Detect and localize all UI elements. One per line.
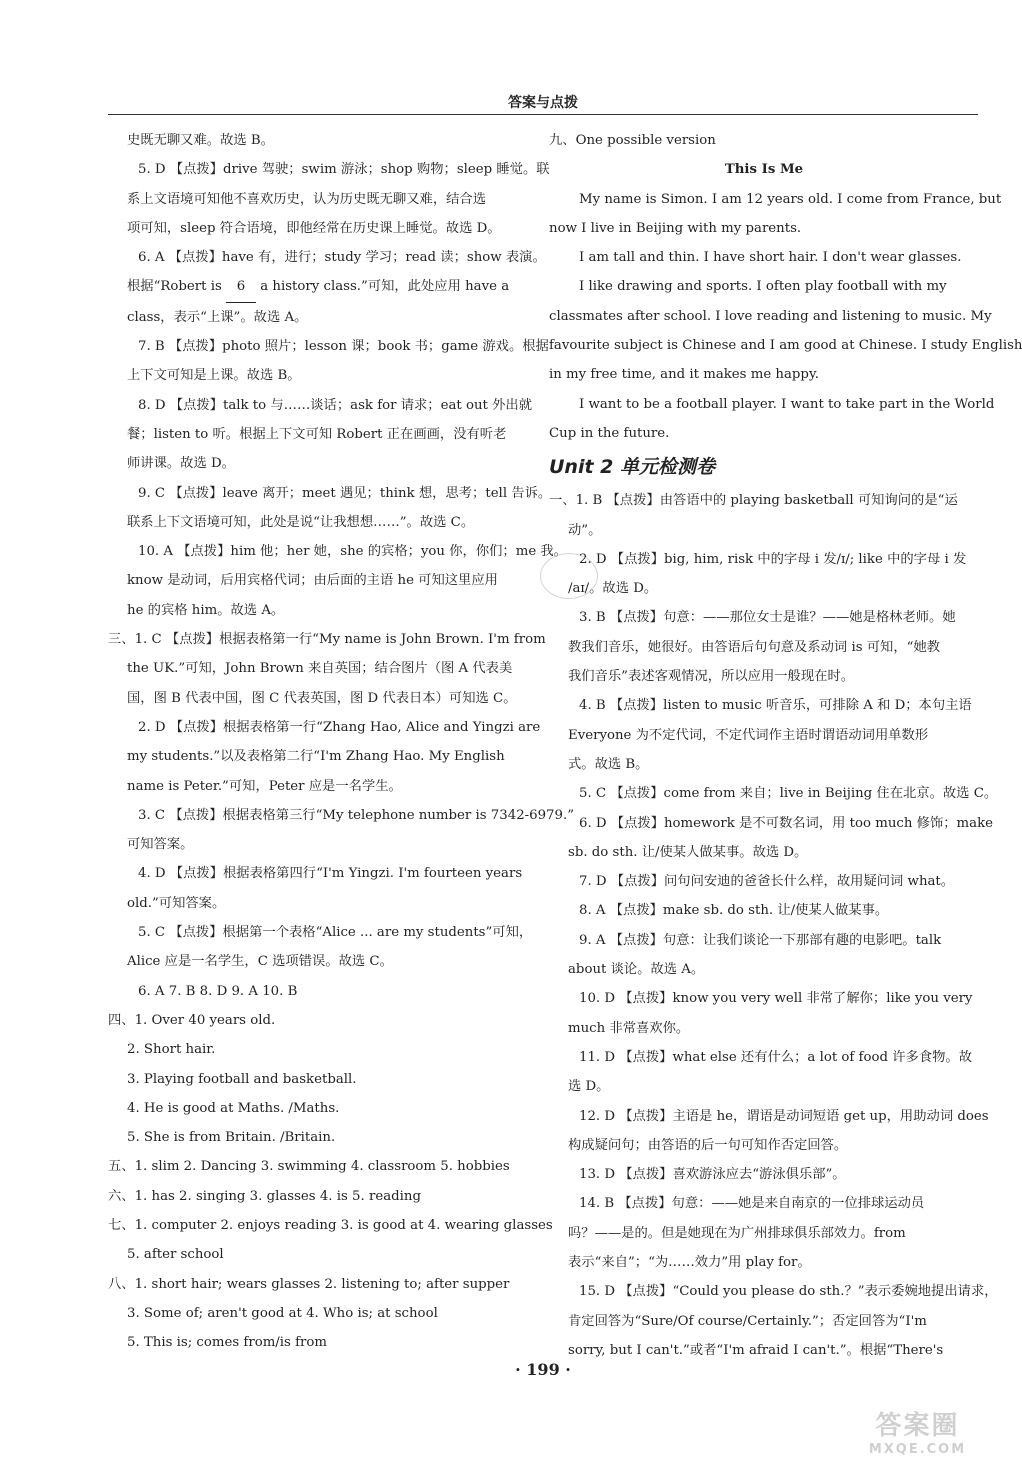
right-line: This Is Me xyxy=(724,162,804,178)
right-line: 5. C 【点拨】come from 来自；live in Beijing 住在北京。故选 C。 xyxy=(579,786,998,802)
left-line: 5. after school xyxy=(127,1247,224,1263)
right-line: 9. A 【点拨】句意：让我们谈论一下那部有趣的电影吧。talk xyxy=(579,932,942,948)
left-line: 八、1. short hair; wears glasses 2. listening to; after supper xyxy=(108,1276,510,1292)
watermark-title: 答案圈 xyxy=(875,1411,960,1441)
left-line xyxy=(108,272,526,302)
page-header: 答案与点拨 xyxy=(508,95,578,111)
left-line: 9. C 【点拨】leave 离开；meet 遇见；think 想，思考；tell 告诉。 xyxy=(138,485,552,501)
answer-blank: 6 xyxy=(226,272,256,302)
right-line: 我们音乐”表述客观情况，所以应用一般现在时。 xyxy=(568,669,855,685)
left-line: 2. D 【点拨】根据表格第一行“Zhang Hao, Alice and Yingzi are xyxy=(138,719,541,735)
right-line: classmates after school. I love reading and listening to music. My xyxy=(549,308,992,324)
left-line: the UK.”可知，John Brown 来自英国；结合图片（图 A 代表美 xyxy=(127,661,513,677)
left-line: 餐；listen to 听。根据上下文可知 Robert 正在画画，没有听老 xyxy=(127,426,507,442)
left-column xyxy=(108,126,575,1357)
left-line: 上下文可知是上课。故选 B。 xyxy=(127,368,301,384)
right-line: 15. D 【点拨】“Could you please do sth.？”表示委婉地提出请求， xyxy=(579,1284,998,1300)
right-line: 10. D 【点拨】know you very well 非常了解你；like you very xyxy=(579,991,973,1007)
left-line: Alice 应是一名学生，C 选项错误。故选 C。 xyxy=(127,954,393,970)
watermark-url: MXQE.COM xyxy=(868,1442,967,1457)
line-prefix: 根据“Robert is xyxy=(127,279,227,295)
left-line: 5. C 【点拨】根据第一个表格“Alice ... are my students”可知， xyxy=(138,925,533,941)
right-line: much 非常喜欢你。 xyxy=(568,1020,690,1036)
left-line: 项可知，sleep 符合语境，即他经常在历史课上睡觉。故选 D。 xyxy=(127,220,501,236)
left-line: 四、1. Over 40 years old. xyxy=(108,1012,276,1028)
right-line: now I live in Beijing with my parents. xyxy=(549,220,802,236)
left-line: 联系上下文语境可知，此处是说“让我想想……”。故选 C。 xyxy=(127,514,475,530)
left-line: 4. He is good at Maths. /Maths. xyxy=(127,1100,340,1116)
left-line: 三、1. C 【点拨】根据表格第一行“My name is John Brown. I'm from xyxy=(108,632,546,648)
left-line: 五、1. slim 2. Dancing 3. swimming 4. classroom 5. hobbies xyxy=(108,1159,510,1175)
right-line: in my free time, and it makes me happy. xyxy=(549,367,819,383)
right-line: 3. B 【点拨】句意：——那位女士是谁？——她是格林老师。她 xyxy=(579,610,956,626)
right-line: /aɪ/。故选 D。 xyxy=(568,581,658,597)
right-line: Cup in the future. xyxy=(549,425,670,441)
left-line: 3. Some of; aren't good at 4. Who is; at school xyxy=(127,1305,438,1321)
right-line: 7. D 【点拨】问句问安迪的爸爸长什么样，故用疑问词 what。 xyxy=(579,874,955,890)
left-line: class，表示“上课”。故选 A。 xyxy=(127,309,308,325)
left-line: 8. D 【点拨】talk to 与……谈话；ask for 请求；eat out 外出就 xyxy=(138,397,532,413)
left-line: 6. A 7. B 8. D 9. A 10. B xyxy=(138,983,298,999)
right-line: Everyone 为不定代词，不定代词作主语时谓语动词用单数形 xyxy=(568,727,929,743)
right-line: 教我们音乐，她很好。由答语后句句意及系动词 is 可知，“她教 xyxy=(568,639,941,655)
right-line: favourite subject is Chinese and I am good at Chinese. I study English xyxy=(549,338,1022,354)
right-line: 选 D。 xyxy=(568,1079,610,1095)
left-line: 2. Short hair. xyxy=(127,1042,216,1058)
right-line: Unit 2 单元检测卷 xyxy=(549,456,715,479)
right-line: sb. do sth. 让/使某人做某事。故选 D。 xyxy=(568,844,808,860)
right-line: 6. D 【点拨】homework 是不可数名词，用 too much 修饰；make xyxy=(579,815,994,831)
right-line: My name is Simon. I am 12 years old. I come from France, but xyxy=(579,191,1002,207)
left-line: 5. D 【点拨】drive 驾驶；swim 游泳；shop 购物；sleep 睡觉。联 xyxy=(138,162,550,178)
page-number: · 199 · xyxy=(515,1360,571,1379)
left-line: 师讲课。故选 D。 xyxy=(127,456,235,472)
left-line: name is Peter.”可知，Peter 应是一名学生。 xyxy=(127,778,402,794)
left-line: 六、1. has 2. singing 3. glasses 4. is 5. reading xyxy=(108,1188,421,1204)
left-line: 史既无聊又难。故选 B。 xyxy=(127,133,274,148)
right-line: 11. D 【点拨】what else 还有什么；a lot of food 许多食物。故 xyxy=(579,1049,973,1065)
left-line: 七、1. computer 2. enjoys reading 3. is good at 4. wearing glasses xyxy=(108,1217,553,1233)
left-line: 3. C 【点拨】根据表格第三行“My telephone number is 7342-6979.” xyxy=(138,807,575,823)
right-line: 13. D 【点拨】喜欢游泳应去“游泳俱乐部”。 xyxy=(579,1167,846,1183)
right-line: about 谈论。故选 A。 xyxy=(568,962,705,978)
header-rule xyxy=(108,114,978,115)
left-line: 6. A 【点拨】have 有，进行；study 学习；read 读；show 表演。 xyxy=(138,250,546,266)
left-line: 7. B 【点拨】photo 照片；lesson 课；book 书；game 游戏。根据 xyxy=(138,339,549,355)
right-line: 动”。 xyxy=(568,522,602,538)
right-line: 表示“来自”；“为……效力”用 play for。 xyxy=(568,1254,811,1270)
left-line: 5. She is from Britain. /Britain. xyxy=(127,1130,336,1146)
right-line: 一、1. B 【点拨】由答语中的 playing basketball 可知询问的是“运 xyxy=(549,493,958,509)
right-column xyxy=(549,126,1022,1365)
left-line: 4. D 【点拨】根据表格第四行“I'm Yingzi. I'm fourteen years xyxy=(138,866,523,882)
right-line: 2. D 【点拨】big, him, risk 中的字母 i 发/ɪ/; like 中的字母 i 发 xyxy=(579,551,967,567)
left-line: 3. Playing football and basketball. xyxy=(127,1071,357,1087)
right-line: 14. B 【点拨】句意：——她是来自南京的一位排球运动员 xyxy=(579,1196,925,1212)
line-text: a history class.”可知，此处应用 have a xyxy=(256,279,510,295)
stamp-mark xyxy=(540,553,598,599)
right-line: I am tall and thin. I have short hair. I don't wear glasses. xyxy=(579,250,962,266)
watermark-logo xyxy=(855,1405,980,1455)
right-line: 4. B 【点拨】listen to music 听音乐，可排除 A 和 D；本句主语 xyxy=(579,698,972,714)
left-line: he 的宾格 him。故选 A。 xyxy=(127,602,285,618)
left-line: 系上文语境可知他不喜欢历史，认为历史既无聊又难，结合选 xyxy=(127,191,487,207)
right-line: I want to be a football player. I want to take part in the World xyxy=(579,396,995,412)
left-line: know 是动词，后用宾格代词；由后面的主语 he 可知这里应用 xyxy=(127,573,498,589)
left-line: 5. This is; comes from/is from xyxy=(127,1335,327,1351)
right-line: 式。故选 B。 xyxy=(568,756,649,772)
left-line: old.”可知答案。 xyxy=(127,895,226,911)
left-line: my students.”以及表格第二行“I'm Zhang Hao. My English xyxy=(127,749,505,765)
left-line: 10. A 【点拨】him 他；her 她，she 的宾格；you 你，你们；me 我。 xyxy=(138,544,568,560)
right-line: 吗？——是的。但是她现在为广州排球俱乐部效力。from xyxy=(568,1225,906,1241)
right-line: 九、One possible version xyxy=(549,133,716,148)
right-line: 12. D 【点拨】主语是 he，谓语是动词短语 get up，用助动词 does xyxy=(579,1108,989,1124)
left-line: 国，图 B 代表中国，图 C 代表英国，图 D 代表日本）可知选 C。 xyxy=(127,690,517,706)
right-line: 构成疑问句；由答语的后一句可知作否定回答。 xyxy=(568,1137,848,1153)
right-line: 8. A 【点拨】make sb. do sth. 让/使某人做某事。 xyxy=(579,903,889,919)
right-line: 肯定回答为“Sure/Of course/Certainly.”；否定回答为“I'm xyxy=(568,1313,927,1329)
left-line: 可知答案。 xyxy=(127,837,194,853)
right-line: I like drawing and sports. I often play football with my xyxy=(579,279,947,295)
right-line: sorry, but I can't.”或者“I'm afraid I can't.”。根据“There's xyxy=(568,1342,944,1358)
